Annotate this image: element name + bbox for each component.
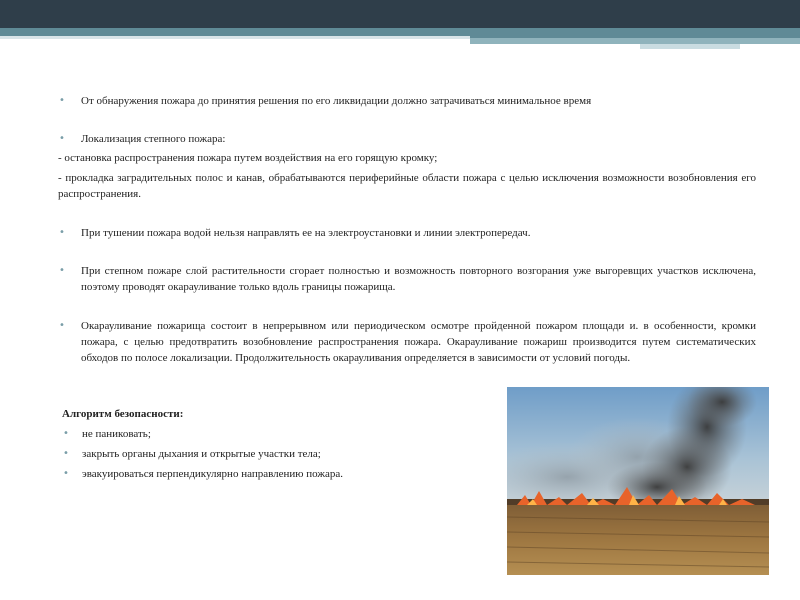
header-stripe-accent-small [640, 44, 740, 49]
paragraph-water-warning: • При тушении пожара водой нельзя направлять ее на электроустановки и линии электропередач. [56, 225, 530, 241]
safety-item: • эвакуироваться перпендикулярно направлению пожара. [60, 464, 343, 484]
safety-title: Алгоритм безопасности: [62, 408, 184, 420]
steppe-fire-photo [507, 387, 769, 575]
paragraph-detection-time: • От обнаружения пожара до принятия решения по его ликвидации должно затрачиваться минимальное время [56, 93, 591, 109]
steppe-fire-illustration [507, 387, 769, 575]
header-stripe-accent [470, 38, 800, 44]
paragraph-burned-area: • При степном пожаре слой растительности сгорает полностью и возможность повторного возгорания уже выгоревщих участков исключена, поэтому проводят окарауливание только вдоль границы пожарища. [56, 263, 756, 295]
paragraph-localization-line1: - остановка распространения пожара путем воздействия на его горящую кромку; [58, 152, 438, 164]
safety-item: • закрыть органы дыхания и открытые участки тела; [60, 444, 343, 464]
paragraph-patrolling: • Окарауливание пожарища состоит в непрерывном или периодическом осмотре пройденной пожаром площади и. в особенности, кромки пожара, с целью предотвратить возобновление распространения пожара. Окарауливание пожариш производится путем систематических обходов по полосе локализации. Продолжительность окарауливания определяется в зависимости от условий погоды. [56, 318, 756, 366]
paragraph-localization-heading: • Локализация степного пожара: [56, 131, 225, 147]
safety-algorithm [60, 404, 343, 484]
safety-item: • не паниковать; [60, 424, 343, 444]
header-stripe-light [0, 36, 470, 39]
header-band [0, 0, 800, 28]
paragraph-localization-line2: - прокладка заградительных полос и канав, обрабатываются периферийные области пожара с целью исключения возможности возобновления его распространения. [58, 172, 756, 200]
